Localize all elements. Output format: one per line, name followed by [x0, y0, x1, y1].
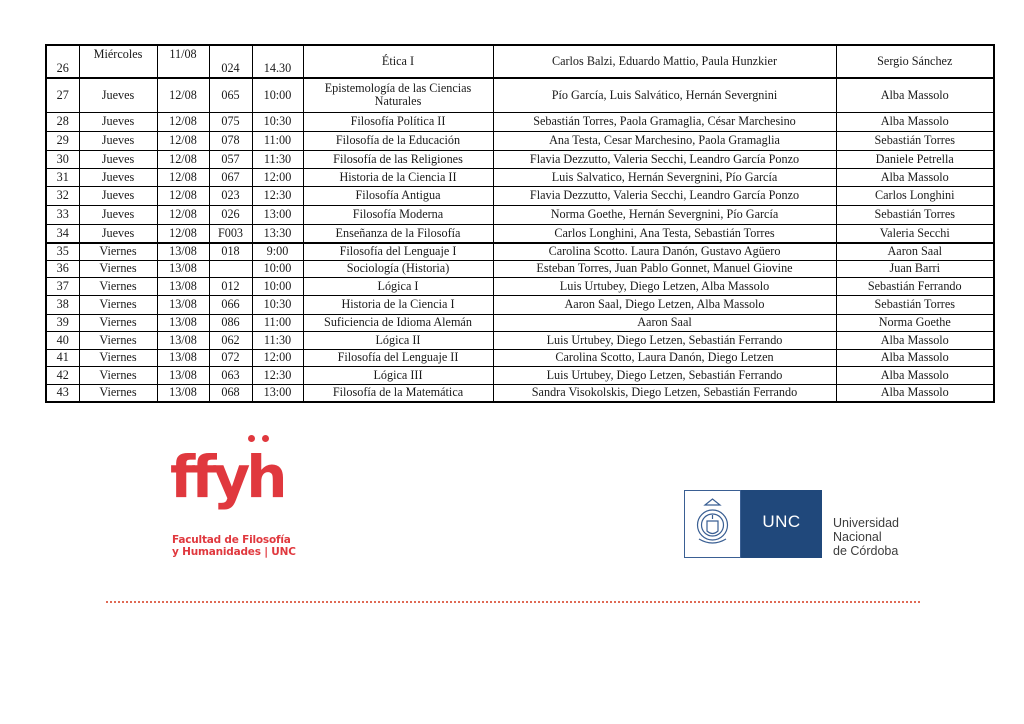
table-row: [46, 186, 994, 205]
cell-substitute: Alba Massolo: [836, 366, 994, 384]
unc-name-line3: de Córdoba: [833, 544, 899, 558]
cell-date: 12/08: [157, 205, 209, 224]
cell-time: 11:00: [252, 314, 303, 331]
cell-day: Viernes: [79, 243, 157, 260]
cell-day: Viernes: [79, 314, 157, 331]
cell-day: Viernes: [79, 366, 157, 384]
unc-blue-block: [741, 490, 822, 558]
cell-date: 13/08: [157, 314, 209, 331]
cell-num: 40: [46, 331, 79, 349]
table-row: [46, 168, 994, 186]
cell-date: 11/08: [157, 45, 209, 78]
cell-day: Viernes: [79, 349, 157, 366]
table-row: [46, 131, 994, 150]
cell-code: 086: [209, 314, 252, 331]
cell-date: 13/08: [157, 295, 209, 314]
cell-substitute: Sebastián Torres: [836, 131, 994, 150]
cell-num: 27: [46, 78, 79, 112]
cell-subject: Enseñanza de la Filosofía: [303, 224, 493, 243]
cell-time: 10:00: [252, 260, 303, 277]
cell-committee: Carlos Longhini, Ana Testa, Sebastián Torres: [493, 224, 836, 243]
cell-subject: Filosofía Moderna: [303, 205, 493, 224]
cell-date: 12/08: [157, 150, 209, 168]
cell-date: 12/08: [157, 112, 209, 131]
table-row: [46, 331, 994, 349]
cell-date: 12/08: [157, 186, 209, 205]
cell-code: 062: [209, 331, 252, 349]
cell-committee: Luis Salvatico, Hernán Severgnini, Pío García: [493, 168, 836, 186]
cell-time: 13:00: [252, 205, 303, 224]
cell-substitute: Alba Massolo: [836, 168, 994, 186]
ffyh-logo: [170, 434, 300, 564]
cell-day: Viernes: [79, 260, 157, 277]
table-row: [46, 205, 994, 224]
ffyh-dot-icon: [248, 435, 255, 442]
cell-substitute: Sergio Sánchez: [836, 45, 994, 78]
cell-day: Jueves: [79, 112, 157, 131]
cell-committee: Flavia Dezzutto, Valeria Secchi, Leandro García Ponzo: [493, 186, 836, 205]
cell-day: Viernes: [79, 384, 157, 402]
cell-day: Viernes: [79, 331, 157, 349]
ffyh-wordmark: ffyh: [170, 443, 284, 511]
exam-schedule-table: [45, 44, 995, 403]
cell-code: 075: [209, 112, 252, 131]
cell-subject: Sociología (Historia): [303, 260, 493, 277]
cell-committee: Aaron Saal: [493, 314, 836, 331]
cell-date: 13/08: [157, 349, 209, 366]
cell-time: 9:00: [252, 243, 303, 260]
cell-num: 42: [46, 366, 79, 384]
cell-date: 13/08: [157, 243, 209, 260]
cell-code: 057: [209, 150, 252, 168]
cell-date: 13/08: [157, 260, 209, 277]
cell-num: 28: [46, 112, 79, 131]
cell-day: Viernes: [79, 295, 157, 314]
cell-code: 063: [209, 366, 252, 384]
cell-time: 14.30: [252, 45, 303, 78]
cell-code: 024: [209, 45, 252, 78]
cell-subject: Filosofía Política II: [303, 112, 493, 131]
table-row: [46, 384, 994, 402]
cell-date: 12/08: [157, 224, 209, 243]
ffyh-dot-icon: [262, 435, 269, 442]
cell-substitute: Norma Goethe: [836, 314, 994, 331]
cell-code: 018: [209, 243, 252, 260]
cell-num: 39: [46, 314, 79, 331]
cell-day: Jueves: [79, 224, 157, 243]
cell-substitute: Valeria Secchi: [836, 224, 994, 243]
cell-num: 31: [46, 168, 79, 186]
table-row: [46, 366, 994, 384]
cell-num: 38: [46, 295, 79, 314]
table-row: [46, 277, 994, 295]
cell-committee: Norma Goethe, Hernán Severgnini, Pío García: [493, 205, 836, 224]
cell-committee: Luis Urtubey, Diego Letzen, Sebastián Ferrando: [493, 331, 836, 349]
cell-subject: Filosofía del Lenguaje II: [303, 349, 493, 366]
ffyh-caption-line2: y Humanidades | UNC: [172, 546, 296, 558]
cell-date: 13/08: [157, 277, 209, 295]
cell-subject: Filosofía de la Matemática: [303, 384, 493, 402]
cell-substitute: Sebastián Torres: [836, 295, 994, 314]
cell-substitute: Alba Massolo: [836, 112, 994, 131]
cell-day: Jueves: [79, 186, 157, 205]
cell-day: Jueves: [79, 131, 157, 150]
cell-time: 12:30: [252, 186, 303, 205]
cell-time: 10:30: [252, 295, 303, 314]
cell-code: 072: [209, 349, 252, 366]
cell-subject: Historia de la Ciencia I: [303, 295, 493, 314]
cell-subject: Filosofía de las Religiones: [303, 150, 493, 168]
ffyh-caption-line1: Facultad de Filosofía: [172, 534, 291, 546]
cell-time: 13:30: [252, 224, 303, 243]
cell-committee: Sebastián Torres, Paola Gramaglia, César Marchesino: [493, 112, 836, 131]
cell-code: [209, 260, 252, 277]
unc-acronym: UNC: [762, 512, 801, 531]
cell-subject: Lógica II: [303, 331, 493, 349]
cell-day: Jueves: [79, 205, 157, 224]
cell-substitute: Alba Massolo: [836, 384, 994, 402]
cell-time: 11:30: [252, 150, 303, 168]
cell-substitute: Juan Barri: [836, 260, 994, 277]
cell-num: 29: [46, 131, 79, 150]
cell-committee: Flavia Dezzutto, Valeria Secchi, Leandro García Ponzo: [493, 150, 836, 168]
cell-subject: Historia de la Ciencia II: [303, 168, 493, 186]
cell-subject: Lógica I: [303, 277, 493, 295]
cell-substitute: Daniele Petrella: [836, 150, 994, 168]
cell-time: 11:00: [252, 131, 303, 150]
unc-name-line1: Universidad: [833, 516, 900, 530]
table-row: [46, 45, 994, 78]
cell-subject: Ética I: [303, 45, 493, 78]
cell-date: 13/08: [157, 366, 209, 384]
unc-logo: [684, 490, 924, 560]
cell-num: 32: [46, 186, 79, 205]
cell-code: 067: [209, 168, 252, 186]
cell-committee: Luis Urtubey, Diego Letzen, Alba Massolo: [493, 277, 836, 295]
cell-subject: Filosofía del Lenguaje I: [303, 243, 493, 260]
cell-date: 12/08: [157, 131, 209, 150]
cell-num: 36: [46, 260, 79, 277]
cell-code: 023: [209, 186, 252, 205]
cell-date: 12/08: [157, 78, 209, 112]
ffyh-caption: [172, 534, 372, 558]
table-row: [46, 78, 994, 112]
cell-num: 34: [46, 224, 79, 243]
table-row: [46, 150, 994, 168]
cell-subject: Filosofía de la Educación: [303, 131, 493, 150]
cell-substitute: Sebastián Ferrando: [836, 277, 994, 295]
cell-day: Miércoles: [79, 45, 157, 78]
cell-num: 43: [46, 384, 79, 402]
cell-committee: Carolina Scotto, Laura Danón, Diego Letzen: [493, 349, 836, 366]
cell-num: 41: [46, 349, 79, 366]
unc-full-name: [833, 516, 933, 558]
cell-date: 13/08: [157, 384, 209, 402]
cell-substitute: Alba Massolo: [836, 78, 994, 112]
cell-code: 068: [209, 384, 252, 402]
cell-subject: Lógica III: [303, 366, 493, 384]
cell-code: 065: [209, 78, 252, 112]
cell-committee: Aaron Saal, Diego Letzen, Alba Massolo: [493, 295, 836, 314]
table-row: [46, 112, 994, 131]
unc-name-line2: Nacional: [833, 530, 882, 544]
cell-committee: Esteban Torres, Juan Pablo Gonnet, Manuel Giovine: [493, 260, 836, 277]
cell-substitute: Aaron Saal: [836, 243, 994, 260]
unc-seal-icon: [684, 490, 741, 558]
cell-num: 35: [46, 243, 79, 260]
cell-substitute: Carlos Longhini: [836, 186, 994, 205]
cell-date: 12/08: [157, 168, 209, 186]
table-row: [46, 349, 994, 366]
cell-subject: Epistemología de las Ciencias Naturales: [303, 78, 493, 112]
table-row: [46, 314, 994, 331]
cell-time: 13:00: [252, 384, 303, 402]
cell-num: 26: [46, 45, 79, 78]
cell-code: F003: [209, 224, 252, 243]
cell-code: 026: [209, 205, 252, 224]
dotted-divider: [106, 601, 920, 603]
cell-time: 10:00: [252, 78, 303, 112]
cell-committee: Luis Urtubey, Diego Letzen, Sebastián Ferrando: [493, 366, 836, 384]
cell-subject: Suficiencia de Idioma Alemán: [303, 314, 493, 331]
cell-code: 078: [209, 131, 252, 150]
cell-committee: Sandra Visokolskis, Diego Letzen, Sebastián Ferrando: [493, 384, 836, 402]
cell-committee: Carolina Scotto. Laura Danón, Gustavo Agüero: [493, 243, 836, 260]
cell-num: 37: [46, 277, 79, 295]
cell-time: 11:30: [252, 331, 303, 349]
cell-substitute: Sebastián Torres: [836, 205, 994, 224]
cell-time: 12:30: [252, 366, 303, 384]
cell-num: 30: [46, 150, 79, 168]
cell-code: 066: [209, 295, 252, 314]
cell-time: 12:00: [252, 168, 303, 186]
cell-day: Jueves: [79, 168, 157, 186]
cell-time: 10:00: [252, 277, 303, 295]
cell-substitute: Alba Massolo: [836, 349, 994, 366]
table-row: [46, 260, 994, 277]
cell-committee: Carlos Balzi, Eduardo Mattio, Paula Hunzkier: [493, 45, 836, 78]
cell-code: 012: [209, 277, 252, 295]
table-row: [46, 243, 994, 260]
cell-committee: Pío García, Luis Salvático, Hernán Severgnini: [493, 78, 836, 112]
cell-time: 10:30: [252, 112, 303, 131]
table-row: [46, 295, 994, 314]
cell-day: Jueves: [79, 150, 157, 168]
cell-num: 33: [46, 205, 79, 224]
cell-committee: Ana Testa, Cesar Marchesino, Paola Gramaglia: [493, 131, 836, 150]
cell-time: 12:00: [252, 349, 303, 366]
cell-substitute: Alba Massolo: [836, 331, 994, 349]
cell-day: Viernes: [79, 277, 157, 295]
table-row: [46, 224, 994, 243]
cell-date: 13/08: [157, 331, 209, 349]
cell-day: Jueves: [79, 78, 157, 112]
cell-subject: Filosofía Antigua: [303, 186, 493, 205]
table-body: [46, 45, 994, 402]
